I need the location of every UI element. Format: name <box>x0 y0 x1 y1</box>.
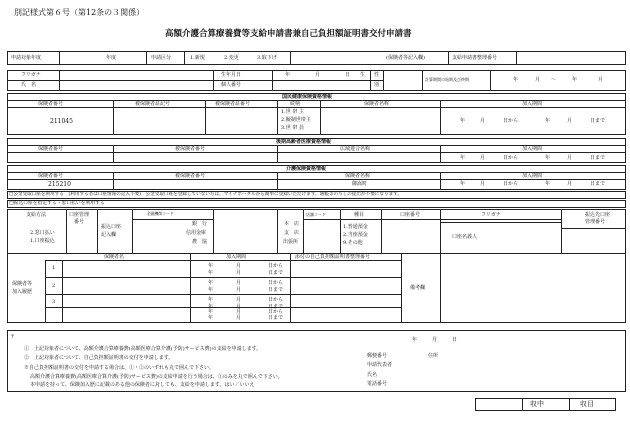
decl-phone: 電話番号 <box>367 381 388 387</box>
nhi-h-insurer-no: 保険者番号 <box>38 101 64 107</box>
history-r4-m1: 月 <box>236 309 242 315</box>
bank-dest-2: 管理番号 <box>585 219 606 225</box>
history-r3-y1: 年 <box>208 297 214 303</box>
history-r1-y1: 年 <box>208 263 214 269</box>
insurer-note: (保険者等記入欄) <box>386 55 425 61</box>
nhi-h-insurer-name: 保険者名称 <box>364 101 390 107</box>
nhi-title: 国民健康保険資格情報 <box>282 94 333 100</box>
elderly-h-insurer-no: 保険者番号 <box>38 146 64 152</box>
decl-line-1: ① 上記対象者について、高額介護合算療養費(高額医療合算介護(予防)サービス費)の支給を申請します。 <box>24 346 262 352</box>
elderly-p-year2: 年 <box>545 155 551 161</box>
birth-day: 日 <box>345 72 351 78</box>
decl-date-day: 日 <box>452 337 458 343</box>
ltc-p-month2: 月 <box>567 181 573 187</box>
ltc-title: 介護保険資格情報 <box>286 166 327 172</box>
bank-branch-code: 店舗コード <box>306 212 326 217</box>
ltc-p-month1: 月 <box>480 181 486 187</box>
history-row-1: 1 <box>52 265 56 271</box>
ltc-h-insurer-name: 保険者名称 <box>345 173 371 179</box>
bank-bank[interactable]: 銀 行 <box>192 221 208 227</box>
birth-suffix: 生 <box>360 72 366 78</box>
decl-to: 〒 <box>10 334 16 340</box>
elderly-p-from: 日から <box>503 155 519 161</box>
elderly-h-union: 広域連合名称 <box>340 146 371 152</box>
nhi-h-symbol: 被保険者証記号 <box>135 101 171 107</box>
nhi-p-month1: 月 <box>480 118 486 124</box>
management-no-label: 支給申請書整理番号 <box>452 55 498 61</box>
history-r3-y2: 年 <box>208 304 214 310</box>
decl-date-year: 年 <box>412 337 418 343</box>
period-tilde: ～ <box>551 77 557 83</box>
decl-date-month: 月 <box>432 337 438 343</box>
bank-kind: 種目 <box>354 212 365 218</box>
history-r3-m2: 月 <box>236 304 242 310</box>
option-withdraw[interactable]: 3.取下げ <box>257 55 277 61</box>
ltc-h-period: 加入期間 <box>522 173 543 179</box>
form-id: 別記様式第６号（第12条の３関係） <box>14 8 145 17</box>
decl-line-5: 本申請を持って、保険加入歴に記載のある他の保険者に対しても、支給を申請します。はい／いいえ <box>30 382 255 388</box>
ltc-p-year1: 年 <box>460 181 466 187</box>
history-r2-to: 日まで <box>268 287 284 293</box>
decl-applicant: 申請代表者 <box>367 362 393 368</box>
history-r1-m1: 月 <box>236 263 242 269</box>
decl-address: 住所 <box>428 353 439 359</box>
bank-agri[interactable]: 農 協 <box>192 239 208 245</box>
year-unit: 年度 <box>106 55 117 61</box>
history-r3-to: 日まで <box>268 304 284 310</box>
furigana-label: フリガナ <box>21 72 41 78</box>
history-r3-m1: 月 <box>236 297 242 303</box>
name-label: 氏 名 <box>21 82 37 88</box>
nhi-rel-1: 1.世 帯 主 <box>281 109 304 115</box>
elderly-title: 後期高齢者医療資格情報 <box>276 139 332 145</box>
bank-account-type-2: 記入欄 <box>101 232 117 238</box>
history-r4-m2: 月 <box>236 315 242 321</box>
bank-method: 支給方法 <box>26 212 47 218</box>
ltc-insurer-no[interactable]: 215210 <box>48 181 71 188</box>
nhi-rel-3: 3.世 帯 員 <box>281 125 304 131</box>
option-new[interactable]: 1.新規 <box>190 55 205 61</box>
elderly-h-number: 被保険者番号 <box>175 146 206 152</box>
birth-year: 年 <box>285 72 291 78</box>
elderly-h-period: 加入期間 <box>522 146 543 152</box>
elderly-p-year1: 年 <box>460 155 466 161</box>
bank-account-type-1: 振込口座 <box>101 224 122 230</box>
bank-k3[interactable]: 9.その他 <box>343 240 363 246</box>
personal-no-label: 個人番号 <box>221 82 242 88</box>
history-r2-m1: 月 <box>236 280 242 286</box>
bank-head[interactable]: 本 店 <box>284 221 300 227</box>
nhi-h-number: 被保険者証番号 <box>215 101 251 107</box>
history-r4-y2: 年 <box>208 315 214 321</box>
nhi-h-period: 加入期間 <box>522 101 543 107</box>
nhi-p-year1: 年 <box>460 118 466 124</box>
history-row-3: 3 <box>52 299 56 305</box>
header-row <box>7 51 626 65</box>
nhi-rel-2: 2.擬制世帯主 <box>281 117 311 123</box>
history-r4-to: 日まで <box>268 315 284 321</box>
bank-office[interactable]: 出張所 <box>283 239 299 245</box>
history-remarks: 備考欄 <box>410 285 426 291</box>
elderly-p-to: 日まで <box>590 155 606 161</box>
nhi-h-relation: 続柄 <box>290 101 301 107</box>
history-r1-from: 日から <box>268 263 284 269</box>
bank-dest-1: 振込先口座 <box>585 212 611 218</box>
decl-name: 氏名 <box>367 372 378 378</box>
notice-transfer-account[interactable]: □振込口座を指定する・窓口払いを利用する <box>9 201 105 206</box>
bank-fin-code: 金融機関コード <box>147 211 174 216</box>
decl-line-2: ② 上記対象者について、自己負担額証明書の交付を申請します。 <box>24 355 174 361</box>
ltc-p-year2: 年 <box>545 181 551 187</box>
history-r1-to: 日まで <box>268 270 284 276</box>
history-r2-y1: 年 <box>208 280 214 286</box>
category-label: 申請区分 <box>151 55 172 61</box>
history-r4-from: 日から <box>268 309 284 315</box>
bank-k1[interactable]: 1.普通預金 <box>343 224 368 230</box>
ltc-p-to: 日まで <box>590 181 606 187</box>
footer-receive-box <box>475 398 616 411</box>
bank-holder: 口座名義人 <box>452 234 478 240</box>
elderly-p-month2: 月 <box>567 155 573 161</box>
nhi-p-to: 日まで <box>590 118 606 124</box>
nhi-p-from: 日から <box>503 118 519 124</box>
nhi-insurer-no[interactable]: 211045 <box>50 118 73 125</box>
history-r1-m2: 月 <box>236 270 242 276</box>
sex-label-2: 別 <box>374 82 380 88</box>
bank-credit[interactable]: 信用金庫 <box>186 230 207 236</box>
form-title: 高額介護合算療養費等支給申請書兼自己負担額証明書交付申請書 <box>165 29 412 39</box>
history-r2-from: 日から <box>268 280 284 286</box>
history-r3-from: 日から <box>268 297 284 303</box>
history-row-2: 2 <box>52 283 56 289</box>
bank-branch[interactable]: 支 店 <box>284 230 300 236</box>
footer-receive: 収中 <box>530 400 544 408</box>
ltc-insurer-name[interactable]: 御嵩町 <box>352 181 368 187</box>
history-h-insurer: 保険者名 <box>104 254 125 260</box>
history-h-cert: 添付の自己負担額証明書整理番号 <box>295 254 371 260</box>
sex-label-1: 性 <box>374 72 380 78</box>
ltc-p-from: 日から <box>503 181 519 187</box>
bank-k2[interactable]: 2.当座預金 <box>343 232 368 238</box>
ltc-h-number: 被保険者番号 <box>175 173 206 179</box>
history-side-1: 保険者等 <box>12 281 33 287</box>
elderly-p-month1: 月 <box>480 155 486 161</box>
period-month2: 月 <box>598 77 604 83</box>
birth-label: 生年月日 <box>221 72 242 78</box>
nhi-p-month2: 月 <box>567 118 573 124</box>
history-h-period: 加入期間 <box>226 254 247 260</box>
decl-line-3: ※自己負担額証明書の交付を申請する場合は、①・②のいずれも丸で囲んで下さい。 <box>24 365 215 371</box>
nhi-p-year2: 年 <box>545 118 551 124</box>
ltc-h-insurer-no: 保険者番号 <box>38 173 64 179</box>
period-year2: 年 <box>572 77 578 83</box>
notice-public-account[interactable]: □公金受取口座を利用する (利用する者は口座情報の記入不要) 公金受取口座を登録していない方は，マイナポータルから簡単に登録いただけます。通帳等の写しの提出が不要になります。 <box>9 192 402 197</box>
bank-cash-2: 番号 <box>74 219 85 225</box>
bank-opt-window[interactable]: 2.窓口払い <box>30 230 55 236</box>
history-r2-y2: 年 <box>208 287 214 293</box>
decl-line-4: 高額介護合算療養費(高額医療合算介護(予防)サービス費)の支給申請を行う場合は、①のみを丸で囲んで下さい。 <box>30 374 283 380</box>
decl-postal: 郵便番号 <box>367 353 388 359</box>
bank-acct-no: 口座番号 <box>400 212 421 218</box>
birth-month: 月 <box>315 72 321 78</box>
target-year-label: 申請対象年度 <box>11 55 42 61</box>
history-r4-y1: 年 <box>208 309 214 315</box>
footer-receive-no: 収目 <box>580 400 594 408</box>
bank-cash-1: 口座管理 <box>69 212 90 218</box>
option-change[interactable]: 2.変更 <box>224 55 239 61</box>
history-block <box>7 253 626 323</box>
period-year1: 年 <box>513 77 519 83</box>
bank-opt-transfer[interactable]: 1.口座振込 <box>30 238 55 244</box>
history-r2-m2: 月 <box>236 287 242 293</box>
history-side-2: 加入履歴 <box>12 289 33 295</box>
bank-furigana: フリガナ <box>481 212 501 218</box>
period-label: 計算期間の始期及び終期 <box>425 77 469 82</box>
history-r1-y2: 年 <box>208 270 214 276</box>
period-month1: 月 <box>535 77 541 83</box>
